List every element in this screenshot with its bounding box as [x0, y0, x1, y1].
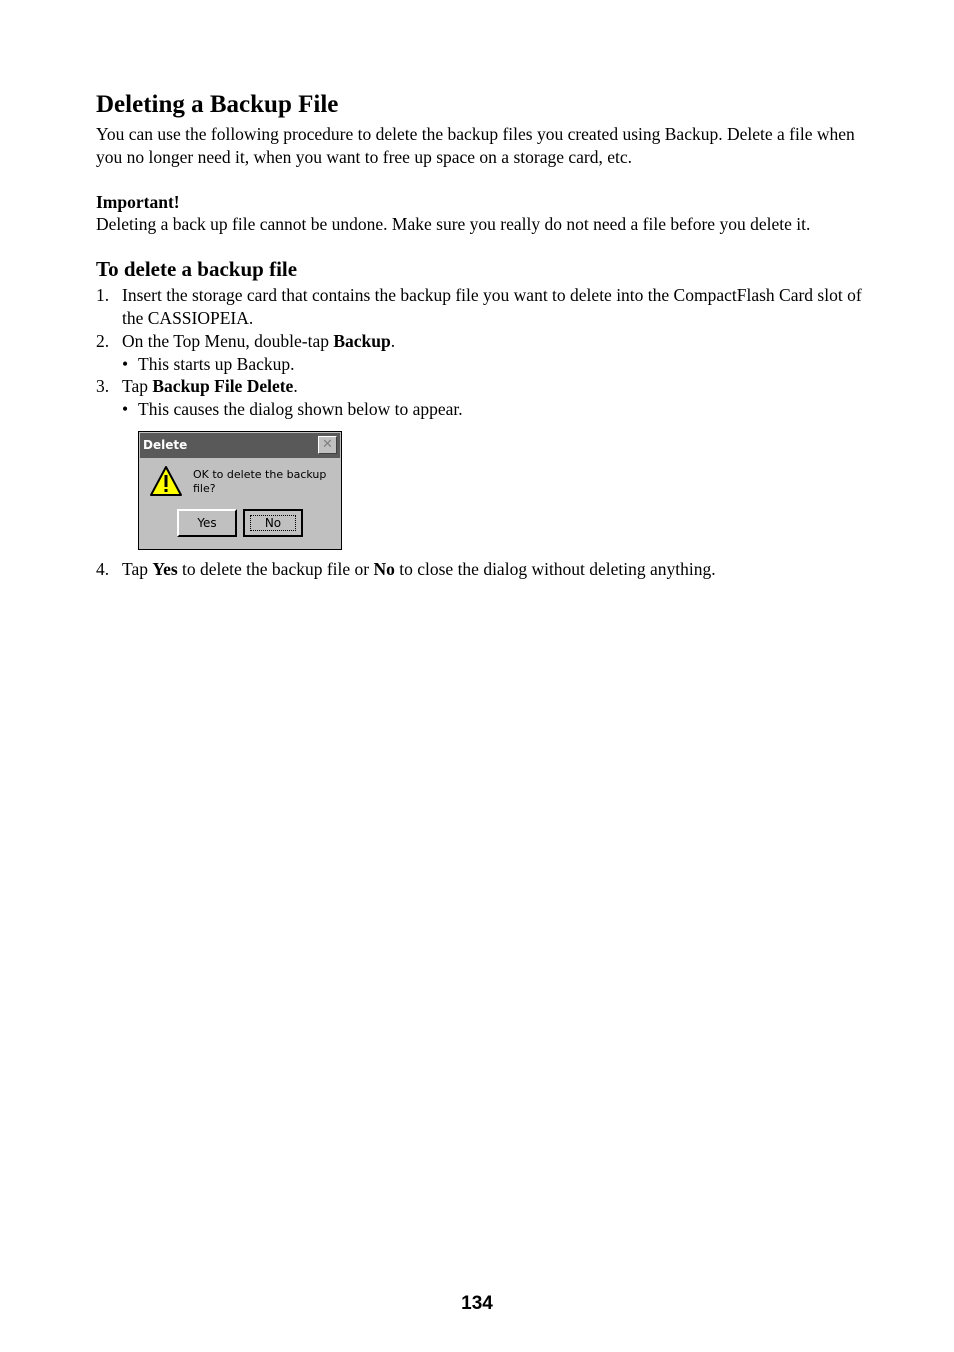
step-text-bold2: No	[373, 558, 395, 579]
step-bullet	[122, 353, 866, 376]
step-1	[96, 284, 866, 330]
bullet-text: This starts up Backup.	[138, 353, 295, 374]
delete-dialog	[138, 431, 342, 550]
dialog-title-bar	[140, 433, 340, 458]
step-number: 1.	[96, 285, 110, 306]
step-text-bold: Backup File Delete	[152, 376, 294, 397]
bullet-text: This causes the dialog shown below to appear.	[138, 399, 463, 420]
steps-list	[96, 284, 866, 581]
step-text-bold: Backup	[333, 330, 391, 351]
dialog-title: Delete	[143, 437, 188, 452]
step-number: 4.	[96, 558, 110, 579]
bullet-glyph: •	[122, 353, 129, 374]
step-text-post: .	[293, 376, 298, 397]
dialog-screenshot	[138, 431, 866, 550]
document-page	[96, 90, 866, 581]
close-icon[interactable]: ✕	[318, 436, 337, 454]
step-3	[96, 375, 866, 550]
step-text-pre: On the Top Menu, double-tap	[122, 330, 334, 351]
step-4	[96, 558, 866, 581]
no-button[interactable]	[243, 509, 303, 537]
step-text: Insert the storage card that contains the backup file you want to delete into the CompactFlash Card slot of the CASSIOPEIA.	[122, 285, 862, 328]
no-button-label: No	[251, 516, 295, 530]
step-text-pre: Tap	[122, 376, 153, 397]
intro-paragraph: You can use the following procedure to delete the backup files you created using Backup. Delete a file when you no longer need it, when you want to free up space on a storage card, etc.	[96, 124, 855, 167]
procedure-title: To delete a backup file	[96, 257, 298, 282]
step-text-post: .	[390, 330, 396, 351]
step-bullet	[122, 398, 866, 421]
step-text-pre: Tap	[122, 558, 153, 579]
step-number: 3.	[96, 376, 110, 397]
bullet-glyph: •	[122, 399, 129, 420]
yes-button[interactable]: Yes	[177, 509, 237, 537]
page-number: 134	[461, 1293, 493, 1314]
step-text-bold: Yes	[152, 558, 178, 579]
step-2	[96, 330, 866, 376]
important-label: Important!	[96, 191, 180, 212]
warning-icon	[149, 465, 183, 497]
step-text-post: to close the dialog without deleting anything.	[394, 558, 716, 579]
dialog-message: OK to delete the backup file?	[193, 467, 327, 495]
important-text: Deleting a back up file cannot be undone. Make sure you really do not need a file before you delete it.	[96, 214, 811, 235]
page-title: Deleting a Backup File	[96, 91, 339, 118]
step-number: 2.	[96, 330, 110, 351]
step-text-mid: to delete the backup file or	[177, 558, 374, 579]
